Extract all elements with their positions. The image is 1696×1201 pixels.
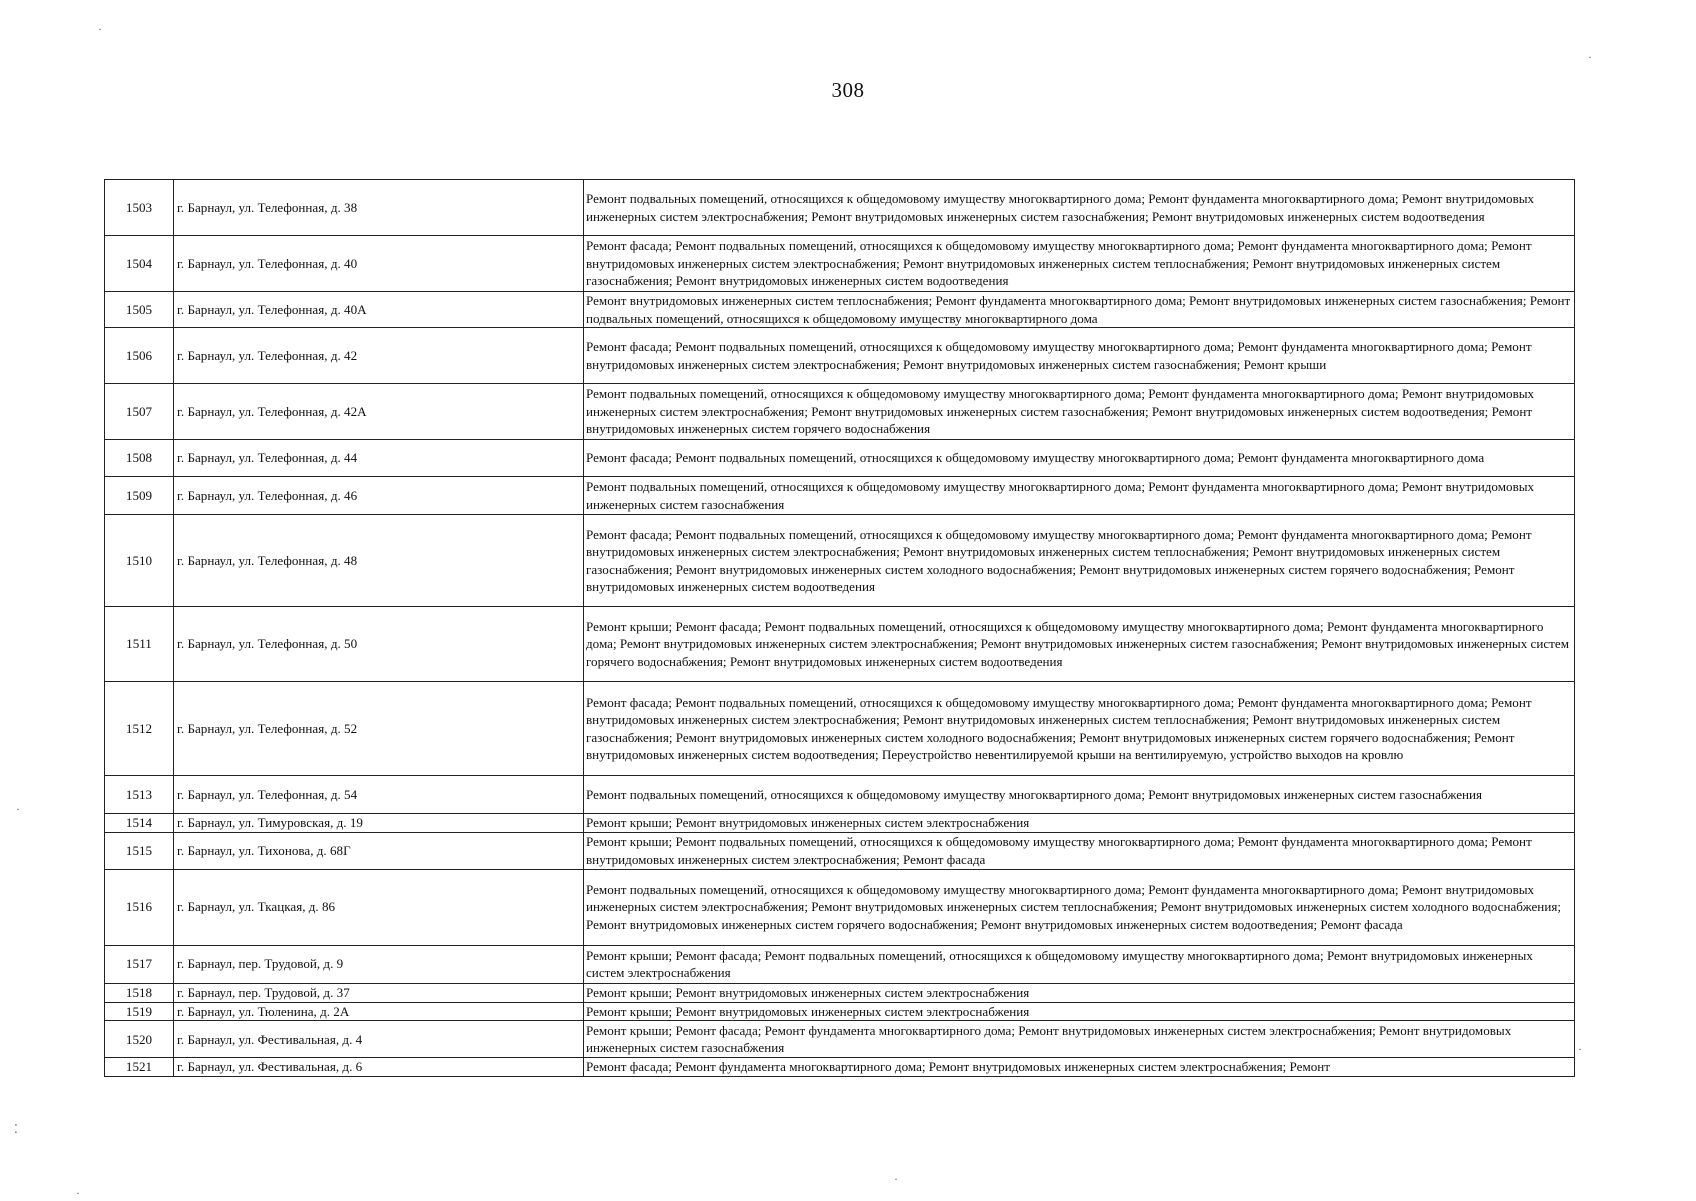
scan-speck: ⁚ <box>14 1122 18 1136</box>
row-number: 1511 <box>105 607 174 682</box>
row-number: 1509 <box>105 477 174 515</box>
row-number: 1512 <box>105 682 174 776</box>
row-works: Ремонт крыши; Ремонт подвальных помещений, относящихся к общедомовому имуществу многоквартирного дома; Ремонт фундамента многоквартирного дома; Ремонт внутридомовых инженерных систем электроснабжения; Ремонт фасада <box>584 832 1575 869</box>
table-row <box>105 236 1575 292</box>
row-works: Ремонт крыши; Ремонт внутридомовых инженерных систем электроснабжения <box>584 814 1575 833</box>
table-row <box>105 607 1575 682</box>
table-row <box>105 1002 1575 1021</box>
row-number: 1514 <box>105 814 174 833</box>
row-number: 1503 <box>105 180 174 236</box>
row-works: Ремонт крыши; Ремонт фасада; Ремонт подвальных помещений, относящихся к общедомовому имуществу многоквартирного дома; Ремонт фундамента многоквартирного дома; Ремонт внутридомовых инженерных систем электроснабжения; Ремонт внутридомовых инженерных систем газоснабжения; Ремонт внутридомовых инженерных систем горячего водоснабжения; Ремонт внутридомовых инженерных систем водоотведения <box>584 607 1575 682</box>
scan-speck: · <box>76 1186 80 1200</box>
row-address: г. Барнаул, ул. Телефонная, д. 46 <box>174 477 584 515</box>
row-works: Ремонт подвальных помещений, относящихся к общедомовому имуществу многоквартирного дома; Ремонт фундамента многоквартирного дома; Ремонт внутридомовых инженерных систем электроснабжения; Ремонт внутридомовых инженерных систем газоснабжения; Ремонт внутридомовых инженерных систем водоотведения; Ремонт внутридомовых инженерных систем горячего водоснабжения <box>584 384 1575 440</box>
row-address: г. Барнаул, ул. Телефонная, д. 38 <box>174 180 584 236</box>
scan-speck: · <box>1588 50 1592 64</box>
row-works: Ремонт фасада; Ремонт подвальных помещений, относящихся к общедомовому имуществу многоквартирного дома; Ремонт фундамента многоквартирного дома; Ремонт внутридомовых инженерных систем электроснабжения; Ремонт внутридомовых инженерных систем теплоснабжения; Ремонт внутридомовых инженерных систем газоснабжения; Ремонт внутридомовых инженерных систем холодного водоснабжения; Ремонт внутридомовых инженерных систем горячего водоснабжения; Ремонт внутридомовых инженерных систем водоотведения; Переустройство невентилируемой крыши на вентилируемую, устройство выходов на кровлю <box>584 682 1575 776</box>
table-row <box>105 384 1575 440</box>
row-number: 1515 <box>105 832 174 869</box>
page-number: 308 <box>831 78 865 102</box>
table-row <box>105 776 1575 814</box>
row-address: г. Барнаул, пер. Трудовой, д. 9 <box>174 945 584 983</box>
row-works: Ремонт крыши; Ремонт внутридомовых инженерных систем электроснабжения <box>584 1002 1575 1021</box>
row-works: Ремонт подвальных помещений, относящихся к общедомовому имуществу многоквартирного дома; Ремонт внутридомовых инженерных систем газоснабжения <box>584 776 1575 814</box>
row-works: Ремонт подвальных помещений, относящихся к общедомовому имуществу многоквартирного дома; Ремонт фундамента многоквартирного дома; Ремонт внутридомовых инженерных систем электроснабжения; Ремонт внутридомовых инженерных систем газоснабжения; Ремонт внутридомовых инженерных систем водоотведения <box>584 180 1575 236</box>
repair-registry-table <box>104 179 1575 1077</box>
table-row <box>105 477 1575 515</box>
row-address: г. Барнаул, ул. Телефонная, д. 52 <box>174 682 584 776</box>
row-address: г. Барнаул, ул. Телефонная, д. 40А <box>174 292 584 328</box>
row-number: 1508 <box>105 440 174 477</box>
row-number: 1504 <box>105 236 174 292</box>
row-address: г. Барнаул, пер. Трудовой, д. 37 <box>174 983 584 1002</box>
row-address: г. Барнаул, ул. Тимуровская, д. 19 <box>174 814 584 833</box>
row-number: 1518 <box>105 983 174 1002</box>
table-row <box>105 1058 1575 1077</box>
row-address: г. Барнаул, ул. Фестивальная, д. 6 <box>174 1058 584 1077</box>
row-number: 1521 <box>105 1058 174 1077</box>
row-works: Ремонт крыши; Ремонт внутридомовых инженерных систем электроснабжения <box>584 983 1575 1002</box>
scan-speck: · <box>16 802 20 816</box>
row-works: Ремонт подвальных помещений, относящихся к общедомовому имуществу многоквартирного дома; Ремонт фундамента многоквартирного дома; Ремонт внутридомовых инженерных систем электроснабжения; Ремонт внутридомовых инженерных систем теплоснабжения; Ремонт внутридомовых инженерных систем холодного водоснабжения; Ремонт внутридомовых инженерных систем горячего водоснабжения; Ремонт внутридомовых инженерных систем водоотведения; Ремонт фасада <box>584 869 1575 945</box>
table-row <box>105 180 1575 236</box>
scan-speck: · <box>98 22 102 36</box>
row-works: Ремонт подвальных помещений, относящихся к общедомовому имуществу многоквартирного дома; Ремонт фундамента многоквартирного дома; Ремонт внутридомовых инженерных систем газоснабжения <box>584 477 1575 515</box>
row-works: Ремонт крыши; Ремонт фасада; Ремонт подвальных помещений, относящихся к общедомовому имуществу многоквартирного дома; Ремонт внутридомовых инженерных систем электроснабжения <box>584 945 1575 983</box>
table-row <box>105 945 1575 983</box>
table-row <box>105 328 1575 384</box>
table-row <box>105 292 1575 328</box>
row-address: г. Барнаул, ул. Телефонная, д. 50 <box>174 607 584 682</box>
row-works: Ремонт фасада; Ремонт подвальных помещений, относящихся к общедомовому имуществу многоквартирного дома; Ремонт фундамента многоквартирного дома; Ремонт внутридомовых инженерных систем электроснабжения; Ремонт внутридомовых инженерных систем теплоснабжения; Ремонт внутридомовых инженерных систем газоснабжения; Ремонт внутридомовых инженерных систем холодного водоснабжения; Ремонт внутридомовых инженерных систем горячего водоснабжения; Ремонт внутридомовых инженерных систем водоотведения <box>584 515 1575 607</box>
table-row <box>105 515 1575 607</box>
row-number: 1516 <box>105 869 174 945</box>
row-number: 1513 <box>105 776 174 814</box>
row-number: 1506 <box>105 328 174 384</box>
row-number: 1517 <box>105 945 174 983</box>
row-address: г. Барнаул, ул. Тюленина, д. 2А <box>174 1002 584 1021</box>
row-address: г. Барнаул, ул. Телефонная, д. 42А <box>174 384 584 440</box>
table-row <box>105 832 1575 869</box>
row-number: 1520 <box>105 1021 174 1058</box>
row-address: г. Барнаул, ул. Фестивальная, д. 4 <box>174 1021 584 1058</box>
table-row <box>105 983 1575 1002</box>
row-address: г. Барнаул, ул. Ткацкая, д. 86 <box>174 869 584 945</box>
row-number: 1507 <box>105 384 174 440</box>
row-number: 1510 <box>105 515 174 607</box>
table-row <box>105 440 1575 477</box>
row-address: г. Барнаул, ул. Телефонная, д. 40 <box>174 236 584 292</box>
scan-speck: · <box>1578 1042 1582 1056</box>
table-row <box>105 814 1575 833</box>
row-number: 1505 <box>105 292 174 328</box>
row-address: г. Барнаул, ул. Телефонная, д. 54 <box>174 776 584 814</box>
row-works: Ремонт фасада; Ремонт подвальных помещений, относящихся к общедомовому имуществу многоквартирного дома; Ремонт фундамента многоквартирного дома; Ремонт внутридомовых инженерных систем электроснабжения; Ремонт внутридомовых инженерных систем теплоснабжения; Ремонт внутридомовых инженерных систем газоснабжения; Ремонт внутридомовых инженерных систем водоотведения <box>584 236 1575 292</box>
row-address: г. Барнаул, ул. Телефонная, д. 44 <box>174 440 584 477</box>
scan-speck: · <box>894 1172 898 1186</box>
row-works: Ремонт внутридомовых инженерных систем теплоснабжения; Ремонт фундамента многоквартирного дома; Ремонт внутридомовых инженерных систем газоснабжения; Ремонт подвальных помещений, относящихся к общедомовому имуществу многоквартирного дома <box>584 292 1575 328</box>
row-works: Ремонт фасада; Ремонт подвальных помещений, относящихся к общедомовому имуществу многоквартирного дома; Ремонт фундамента многоквартирного дома <box>584 440 1575 477</box>
table-row <box>105 682 1575 776</box>
row-address: г. Барнаул, ул. Телефонная, д. 42 <box>174 328 584 384</box>
row-works: Ремонт фасада; Ремонт подвальных помещений, относящихся к общедомовому имуществу многоквартирного дома; Ремонт фундамента многоквартирного дома; Ремонт внутридомовых инженерных систем электроснабжения; Ремонт внутридомовых инженерных систем газоснабжения; Ремонт крыши <box>584 328 1575 384</box>
table-row <box>105 1021 1575 1058</box>
row-number: 1519 <box>105 1002 174 1021</box>
row-address: г. Барнаул, ул. Телефонная, д. 48 <box>174 515 584 607</box>
row-address: г. Барнаул, ул. Тихонова, д. 68Г <box>174 832 584 869</box>
table-row <box>105 869 1575 945</box>
row-works: Ремонт фасада; Ремонт фундамента многоквартирного дома; Ремонт внутридомовых инженерных систем электроснабжения; Ремонт <box>584 1058 1575 1077</box>
row-works: Ремонт крыши; Ремонт фасада; Ремонт фундамента многоквартирного дома; Ремонт внутридомовых инженерных систем электроснабжения; Ремонт внутридомовых инженерных систем газоснабжения <box>584 1021 1575 1058</box>
